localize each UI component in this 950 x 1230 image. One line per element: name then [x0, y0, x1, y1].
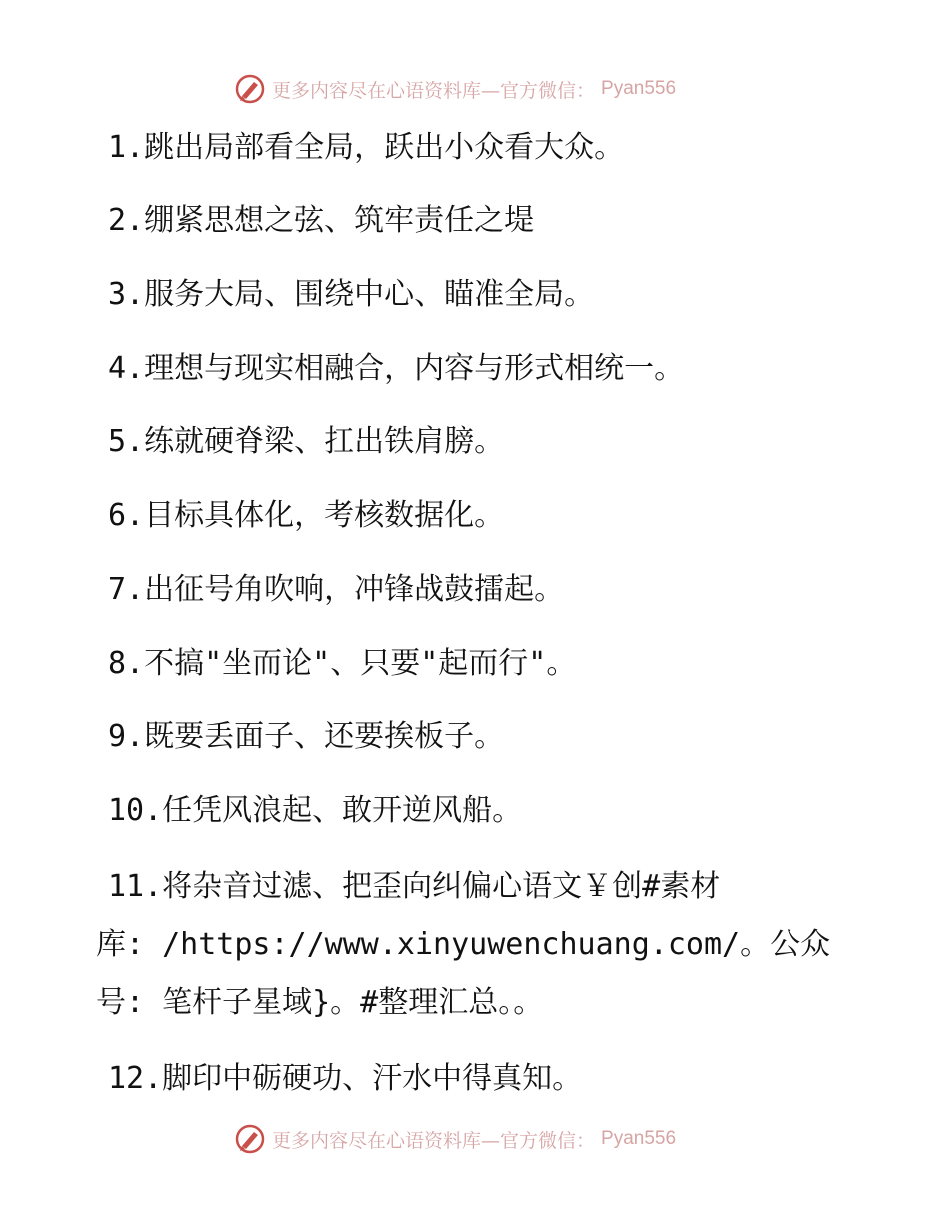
header-brand-id: Pyan556 — [601, 78, 677, 99]
pen-logo-icon — [234, 73, 266, 105]
list-item: 9.既要丢面子、还要挨板子。 — [108, 719, 505, 754]
list-item-line: 号: 笔杆子星域}。#整理汇总。。 — [96, 985, 544, 1020]
list-item: 8.不搞"坐而论"、只要"起而行"。 — [108, 646, 577, 681]
list-item: 2.绷紧思想之弦、筑牢责任之堤 — [108, 203, 535, 238]
pen-logo-icon — [234, 1123, 266, 1155]
list-item: 1.跳出局部看全局，跃出小众看大众。 — [108, 130, 625, 165]
list-item-line: 库: /https://www.xinyuwenchuang.com/。公众 — [96, 927, 831, 962]
list-item: 10.任凭风浪起、敢开逆风船。 — [108, 793, 523, 828]
list-item-line: 11.将杂音过滤、把歪向纠偏心语文￥创#素材 — [108, 869, 721, 904]
list-item-multiline — [96, 858, 836, 1032]
footer-brand-text: 更多内容尽在心语资料库—官方微信： — [272, 1129, 596, 1152]
list-item: 5.练就硬脊梁、扛出铁肩膀。 — [108, 424, 505, 459]
list-item: 7.出征号角吹响，冲锋战鼓擂起。 — [108, 572, 565, 607]
header-brand-text: 更多内容尽在心语资料库—官方微信： — [272, 79, 596, 102]
footer-brand-id: Pyan556 — [601, 1128, 677, 1149]
list-item: 4.理想与现实相融合，内容与形式相统一。 — [108, 351, 685, 386]
list-item: 12.脚印中砺硬功、汗水中得真知。 — [108, 1061, 583, 1096]
list-item: 6.目标具体化，考核数据化。 — [108, 498, 505, 533]
page-footer-watermark — [234, 1122, 676, 1156]
list-item: 3.服务大局、围绕中心、瞄准全局。 — [108, 277, 595, 312]
page-header-watermark — [234, 72, 676, 106]
